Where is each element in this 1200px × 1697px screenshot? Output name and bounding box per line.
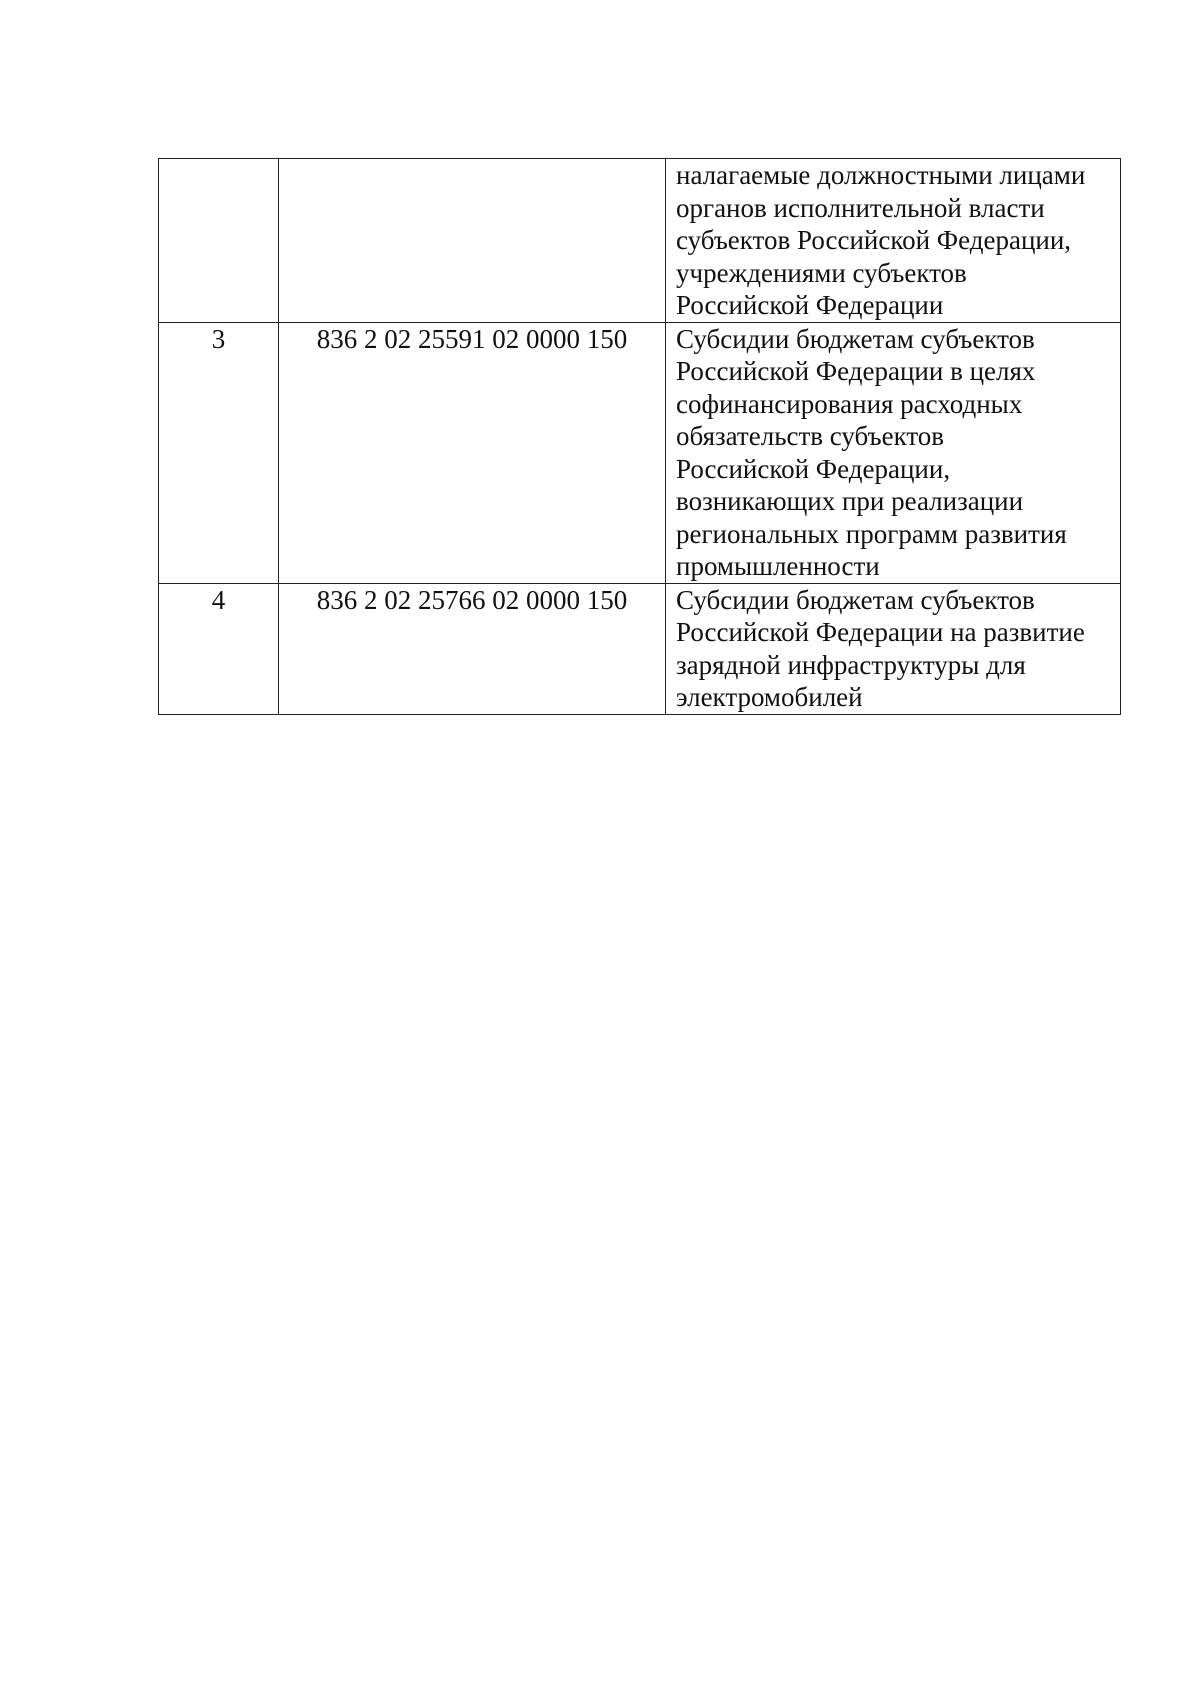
- revenue-name-line: налагаемые должностными лицами: [676, 160, 1086, 190]
- revenue-name-line: субъектов Российской Федерации,: [676, 225, 1072, 255]
- table-row: [159, 322, 1121, 583]
- revenue-name-line: электромобилей: [676, 682, 863, 712]
- budget-code-cell: 836 2 02 25591 02 0000 150: [279, 322, 666, 583]
- row-number-cell: 4: [159, 583, 279, 714]
- revenue-name-line: возникающих при реализации: [676, 486, 1024, 516]
- revenue-name-line: Субсидии бюджетам субъектов: [676, 323, 1035, 354]
- table-row: [159, 583, 1121, 714]
- revenue-name-line: Субсидии бюджетам субъектов: [676, 584, 1035, 615]
- budget-codes-table: [158, 158, 1121, 715]
- revenue-name-line: обязательств субъектов: [676, 421, 945, 451]
- revenue-name-cell: [666, 159, 1121, 323]
- revenue-name-line: органов исполнительной власти: [676, 192, 1045, 223]
- revenue-name-line: зарядной инфраструктуры для: [676, 649, 1026, 680]
- revenue-name-line: Российской Федерации на развитие: [676, 617, 1085, 647]
- revenue-name-cell: [666, 322, 1121, 583]
- budget-code-cell: 836 2 02 25766 02 0000 150: [279, 583, 666, 714]
- revenue-name-line: Российской Федерации в целях: [676, 356, 1036, 386]
- budget-code-cell: [279, 159, 666, 323]
- revenue-name-line: софинансирования расходных: [676, 388, 1023, 419]
- revenue-name-line: учреждениями субъектов: [676, 257, 967, 288]
- revenue-name-line: Российской Федерации,: [676, 453, 951, 484]
- revenue-name-line: региональных программ развития: [676, 518, 1067, 549]
- row-number-cell: 3: [159, 322, 279, 583]
- revenue-name-line: промышленности: [676, 551, 880, 581]
- table-row: [159, 159, 1121, 323]
- row-number-cell: [159, 159, 279, 323]
- revenue-name-cell: [666, 583, 1121, 714]
- revenue-name-line: Российской Федерации: [676, 290, 944, 320]
